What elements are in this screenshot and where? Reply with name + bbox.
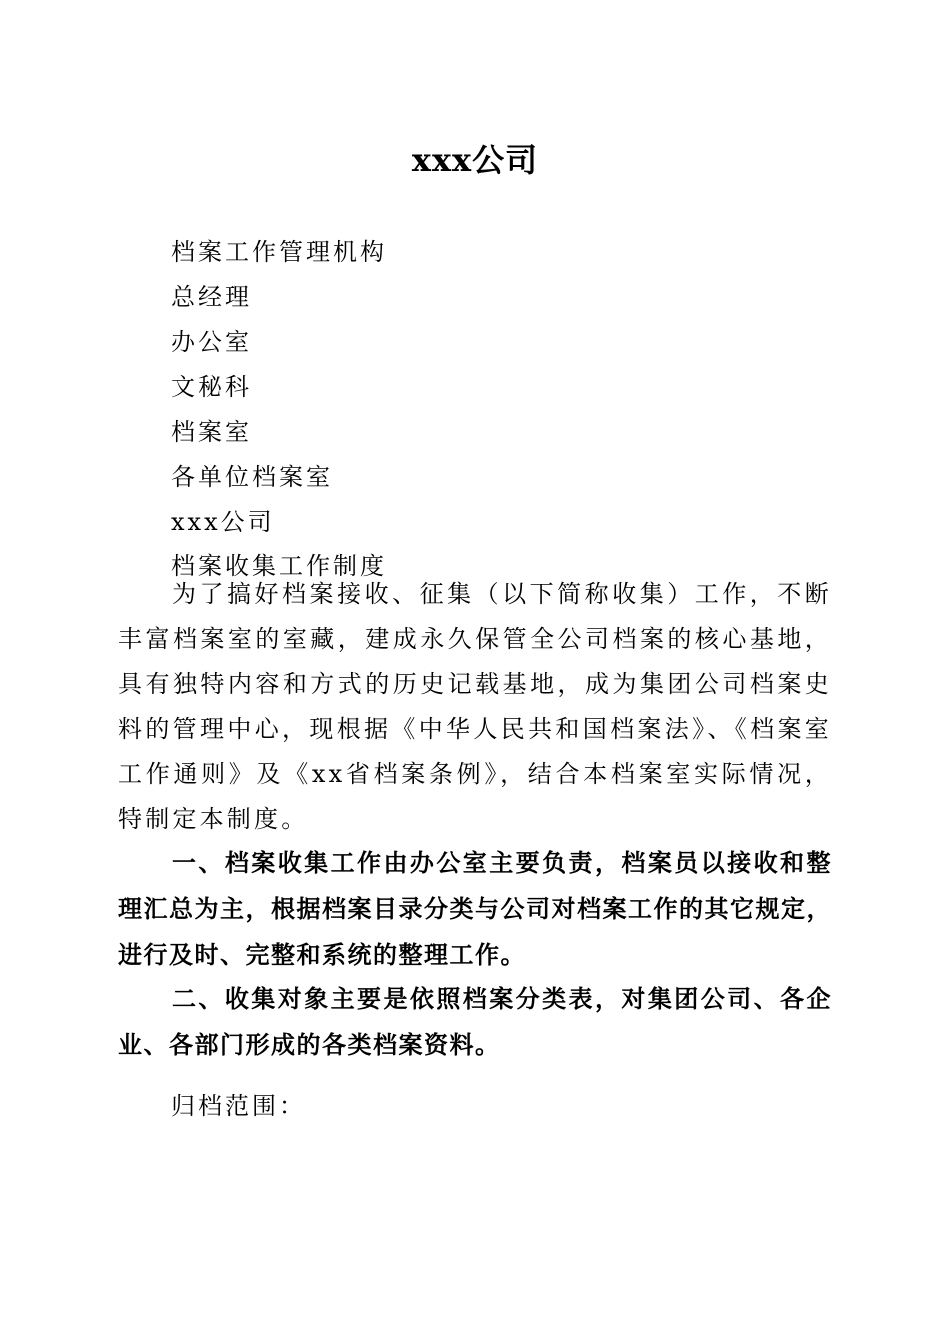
org-heading: 档案工作管理机构 <box>171 238 387 266</box>
document-title: xxx公司 <box>411 141 539 179</box>
org-item-archive-room: 档案室 <box>171 418 252 446</box>
org-item-secretariat: 文秘科 <box>171 373 252 401</box>
scope-label: 归档范围： <box>171 1092 306 1120</box>
company-name: xxx公司 <box>171 508 275 536</box>
section-heading-collection-system: 档案收集工作制度 <box>171 552 387 580</box>
rule-1-paragraph: 一、档案收集工作由办公室主要负责，档案员以接收和整理汇总为主，根据档案目录分类与公司对档案工作的其它规定，进行及时、完整和系统的整理工作。 <box>118 849 832 969</box>
org-item-general-manager: 总经理 <box>171 283 252 311</box>
rule-2-paragraph: 二、收集对象主要是依照档案分类表，对集团公司、各企业、各部门形成的各类档案资料。 <box>118 985 832 1059</box>
org-item-unit-archive-rooms: 各单位档案室 <box>171 463 333 491</box>
org-item-office: 办公室 <box>171 328 252 356</box>
intro-paragraph: 为了搞好档案接收、征集（以下简称收集）工作，不断丰富档案室的室藏，建成永久保管全公司档案的核心基地，具有独特内容和方式的历史记载基地，成为集团公司档案史料的管理中心，现根据《中华人民共和国档案法》、《档案室工作通则》及《xx省档案条例》，结合本档案室实际情况，特制定本制度。 <box>118 580 832 833</box>
